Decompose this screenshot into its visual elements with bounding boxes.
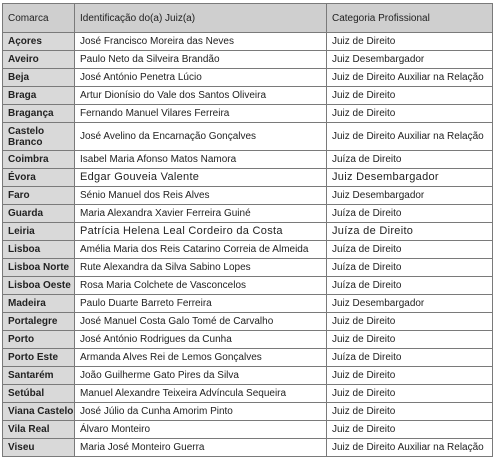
juiz-cell: José Francisco Moreira das Neves: [75, 33, 327, 51]
header-juiz: Identificação do(a) Juiz(a): [75, 4, 327, 33]
juiz-cell: Artur Dionísio do Vale dos Santos Oliveira: [75, 87, 327, 105]
comarca-cell: Évora: [3, 169, 75, 187]
header-comarca: Comarca: [3, 4, 75, 33]
juiz-cell: Maria José Monteiro Guerra: [75, 439, 327, 457]
categoria-cell: Juiz Desembargador: [327, 51, 493, 69]
table-row: [3, 151, 493, 169]
comarca-cell: Viana Castelo: [3, 403, 75, 421]
comarca-cell: Porto: [3, 331, 75, 349]
categoria-cell: Juíza de Direito: [327, 223, 493, 241]
table-row: [3, 169, 493, 187]
table-row: [3, 87, 493, 105]
table-row: [3, 51, 493, 69]
table-row: [3, 241, 493, 259]
categoria-cell: Juiz de Direito: [327, 105, 493, 123]
categoria-cell: Juíza de Direito: [327, 205, 493, 223]
comarca-cell: Porto Este: [3, 349, 75, 367]
juiz-cell: Álvaro Monteiro: [75, 421, 327, 439]
header-categoria: Categoria Profissional: [327, 4, 493, 33]
comarca-cell: Beja: [3, 69, 75, 87]
juiz-cell: Maria Alexandra Xavier Ferreira Guiné: [75, 205, 327, 223]
categoria-cell: Juiz Desembargador: [327, 169, 493, 187]
table-row: [3, 105, 493, 123]
juiz-cell: Manuel Alexandre Teixeira Advíncula Sequeira: [75, 385, 327, 403]
categoria-cell: Juiz Desembargador: [327, 187, 493, 205]
table-row: [3, 439, 493, 457]
categoria-cell: Juíza de Direito: [327, 349, 493, 367]
comarca-cell: Faro: [3, 187, 75, 205]
table-row: [3, 69, 493, 87]
table-row: [3, 123, 493, 151]
juiz-cell: Patrícia Helena Leal Cordeiro da Costa: [75, 223, 327, 241]
categoria-cell: Juíza de Direito: [327, 241, 493, 259]
categoria-cell: Juiz Desembargador: [327, 295, 493, 313]
juiz-cell: Rosa Maria Colchete de Vasconcelos: [75, 277, 327, 295]
table-row: [3, 259, 493, 277]
categoria-cell: Juiz de Direito: [327, 313, 493, 331]
comarca-cell: Lisboa Norte: [3, 259, 75, 277]
juiz-cell: Paulo Duarte Barreto Ferreira: [75, 295, 327, 313]
table-row: [3, 331, 493, 349]
comarca-cell: Setúbal: [3, 385, 75, 403]
table-row: [3, 313, 493, 331]
table-row: [3, 187, 493, 205]
categoria-cell: Juiz de Direito: [327, 87, 493, 105]
judges-table: [2, 3, 493, 457]
categoria-cell: Juiz de Direito Auxiliar na Relação: [327, 69, 493, 87]
comarca-cell: Portalegre: [3, 313, 75, 331]
comarca-cell: Vila Real: [3, 421, 75, 439]
comarca-cell: Viseu: [3, 439, 75, 457]
categoria-cell: Juiz de Direito Auxiliar na Relação: [327, 439, 493, 457]
comarca-cell: Guarda: [3, 205, 75, 223]
categoria-cell: Juíza de Direito: [327, 259, 493, 277]
comarca-cell: Coimbra: [3, 151, 75, 169]
comarca-cell: Bragança: [3, 105, 75, 123]
categoria-cell: Juiz de Direito: [327, 421, 493, 439]
table-row: [3, 223, 493, 241]
juiz-cell: José Avelino da Encarnação Gonçalves: [75, 123, 327, 151]
categoria-cell: Juiz de Direito: [327, 385, 493, 403]
categoria-cell: Juiz de Direito: [327, 331, 493, 349]
table-header-row: [3, 4, 493, 33]
categoria-cell: Juiz de Direito Auxiliar na Relação: [327, 123, 493, 151]
juiz-cell: Isabel Maria Afonso Matos Namora: [75, 151, 327, 169]
comarca-cell: Aveiro: [3, 51, 75, 69]
table-row: [3, 33, 493, 51]
comarca-cell: Leiria: [3, 223, 75, 241]
categoria-cell: Juiz de Direito: [327, 33, 493, 51]
juiz-cell: Amélia Maria dos Reis Catarino Correia de Almeida: [75, 241, 327, 259]
comarca-cell: Madeira: [3, 295, 75, 313]
juiz-cell: Armanda Alves Rei de Lemos Gonçalves: [75, 349, 327, 367]
comarca-cell: Lisboa: [3, 241, 75, 259]
juiz-cell: José Manuel Costa Galo Tomé de Carvalho: [75, 313, 327, 331]
table-row: [3, 421, 493, 439]
categoria-cell: Juíza de Direito: [327, 277, 493, 295]
table-row: [3, 205, 493, 223]
juiz-cell: José António Penetra Lúcio: [75, 69, 327, 87]
juiz-cell: João Guilherme Gato Pires da Silva: [75, 367, 327, 385]
table-row: [3, 367, 493, 385]
comarca-cell: Braga: [3, 87, 75, 105]
comarca-cell: Santarém: [3, 367, 75, 385]
table-row: [3, 403, 493, 421]
categoria-cell: Juíza de Direito: [327, 151, 493, 169]
juiz-cell: Rute Alexandra da Silva Sabino Lopes: [75, 259, 327, 277]
juiz-cell: José António Rodrigues da Cunha: [75, 331, 327, 349]
table-row: [3, 277, 493, 295]
judges-table-container: [2, 3, 493, 457]
comarca-cell: Castelo Branco: [3, 123, 75, 151]
juiz-cell: Sénio Manuel dos Reis Alves: [75, 187, 327, 205]
comarca-cell: Lisboa Oeste: [3, 277, 75, 295]
table-row: [3, 349, 493, 367]
table-row: [3, 385, 493, 403]
juiz-cell: Edgar Gouveia Valente: [75, 169, 327, 187]
categoria-cell: Juiz de Direito: [327, 367, 493, 385]
juiz-cell: Fernando Manuel Vilares Ferreira: [75, 105, 327, 123]
juiz-cell: José Júlio da Cunha Amorim Pinto: [75, 403, 327, 421]
table-row: [3, 295, 493, 313]
categoria-cell: Juiz de Direito: [327, 403, 493, 421]
juiz-cell: Paulo Neto da Silveira Brandão: [75, 51, 327, 69]
comarca-cell: Açores: [3, 33, 75, 51]
